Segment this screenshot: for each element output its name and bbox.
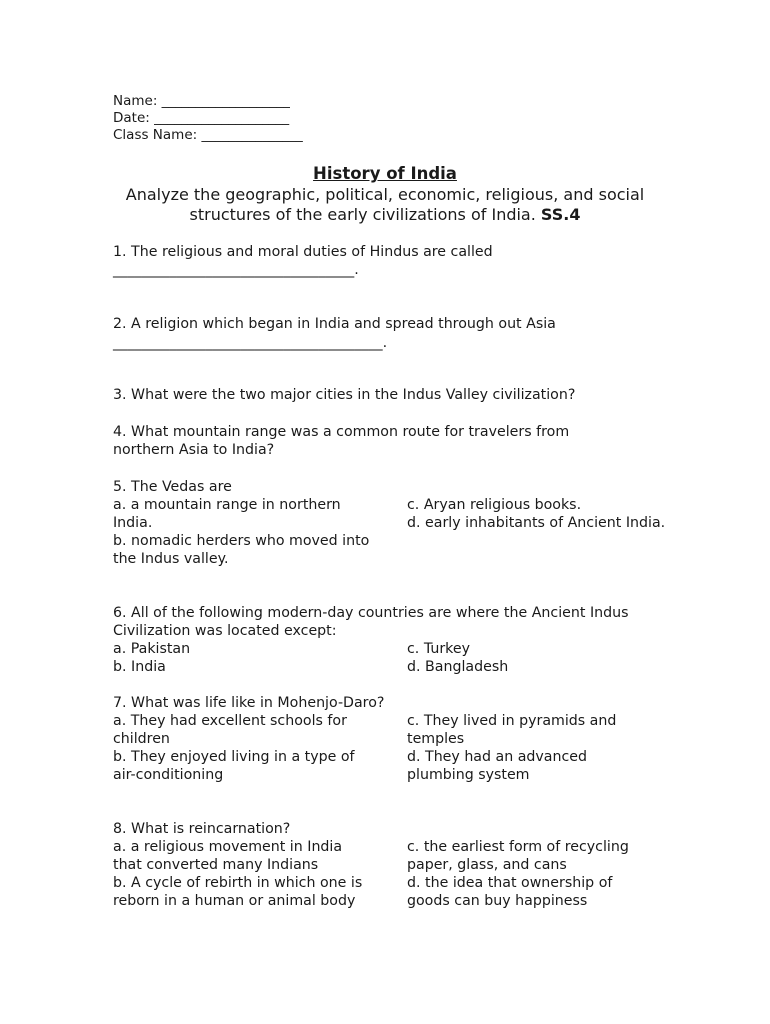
question-7-option-c: c. They lived in pyramids and temples [407, 713, 617, 747]
question-6-options-left [113, 640, 383, 676]
question-6: 6. All of the following modern-day countries are where the Ancient Indus Civilization was located except: [113, 605, 629, 639]
question-8-options-right [407, 838, 657, 910]
question-7-options-left [113, 712, 358, 784]
question-5-option-a: a. a mountain range in northern India. [113, 497, 341, 531]
question-5-option-b: b. nomadic herders who moved into the Indus valley. [113, 533, 370, 567]
date-line: Date: ____________________ [113, 110, 290, 126]
question-1: 1. The religious and moral duties of Hindus are called [113, 244, 493, 260]
question-6-option-c: c. Turkey [407, 641, 470, 657]
question-7-option-b: b. They enjoyed living in a type of air-conditioning [113, 749, 355, 783]
question-8-option-d: d. the idea that ownership of goods can buy happiness [407, 875, 613, 909]
question-1-answer-blank: __________________________________. [113, 262, 359, 278]
question-7: 7. What was life like in Mohenjo-Daro? [113, 695, 385, 711]
name-line: Name: ___________________ [113, 93, 290, 109]
question-2-answer-blank: ______________________________________. [113, 335, 388, 351]
question-5-options-left [113, 496, 383, 568]
worksheet-objective [105, 185, 665, 225]
question-5: 5. The Vedas are [113, 479, 232, 495]
standard-code: SS.4 [540, 205, 581, 224]
worksheet-title: History of India [313, 164, 457, 183]
question-6-option-b: b. India [113, 659, 166, 675]
question-5-option-c: c. Aryan religious books. [407, 497, 582, 513]
student-info-header [113, 93, 303, 144]
class-name-line: Class Name: _______________ [113, 127, 303, 143]
question-8: 8. What is reincarnation? [113, 821, 291, 837]
question-6-options-right [407, 640, 677, 676]
question-7-option-a: a. They had excellent schools for children [113, 713, 347, 747]
question-8-option-c: c. the earliest form of recycling paper, glass, and cans [407, 839, 629, 873]
question-8-options-left [113, 838, 371, 910]
question-7-option-d: d. They had an advanced plumbing system [407, 749, 588, 783]
question-6-option-a: a. Pakistan [113, 641, 191, 657]
question-6-option-d: d. Bangladesh [407, 659, 509, 675]
question-2: 2. A religion which began in India and spread through out Asia [113, 316, 556, 332]
question-7-options-right [407, 712, 647, 784]
question-3: 3. What were the two major cities in the Indus Valley civilization? [113, 387, 576, 403]
question-4: 4. What mountain range was a common route for travelers from northern Asia to India? [113, 424, 570, 458]
objective-text: Analyze the geographic, political, economic, religious, and social structures of the early civilizations of India. [125, 185, 645, 224]
question-8-option-a: a. a religious movement in India that converted many Indians [113, 839, 343, 873]
question-8-option-b: b. A cycle of rebirth in which one is reborn in a human or animal body [113, 875, 363, 909]
question-5-option-d: d. early inhabitants of Ancient India. [407, 515, 666, 531]
question-5-options-right [407, 496, 677, 532]
